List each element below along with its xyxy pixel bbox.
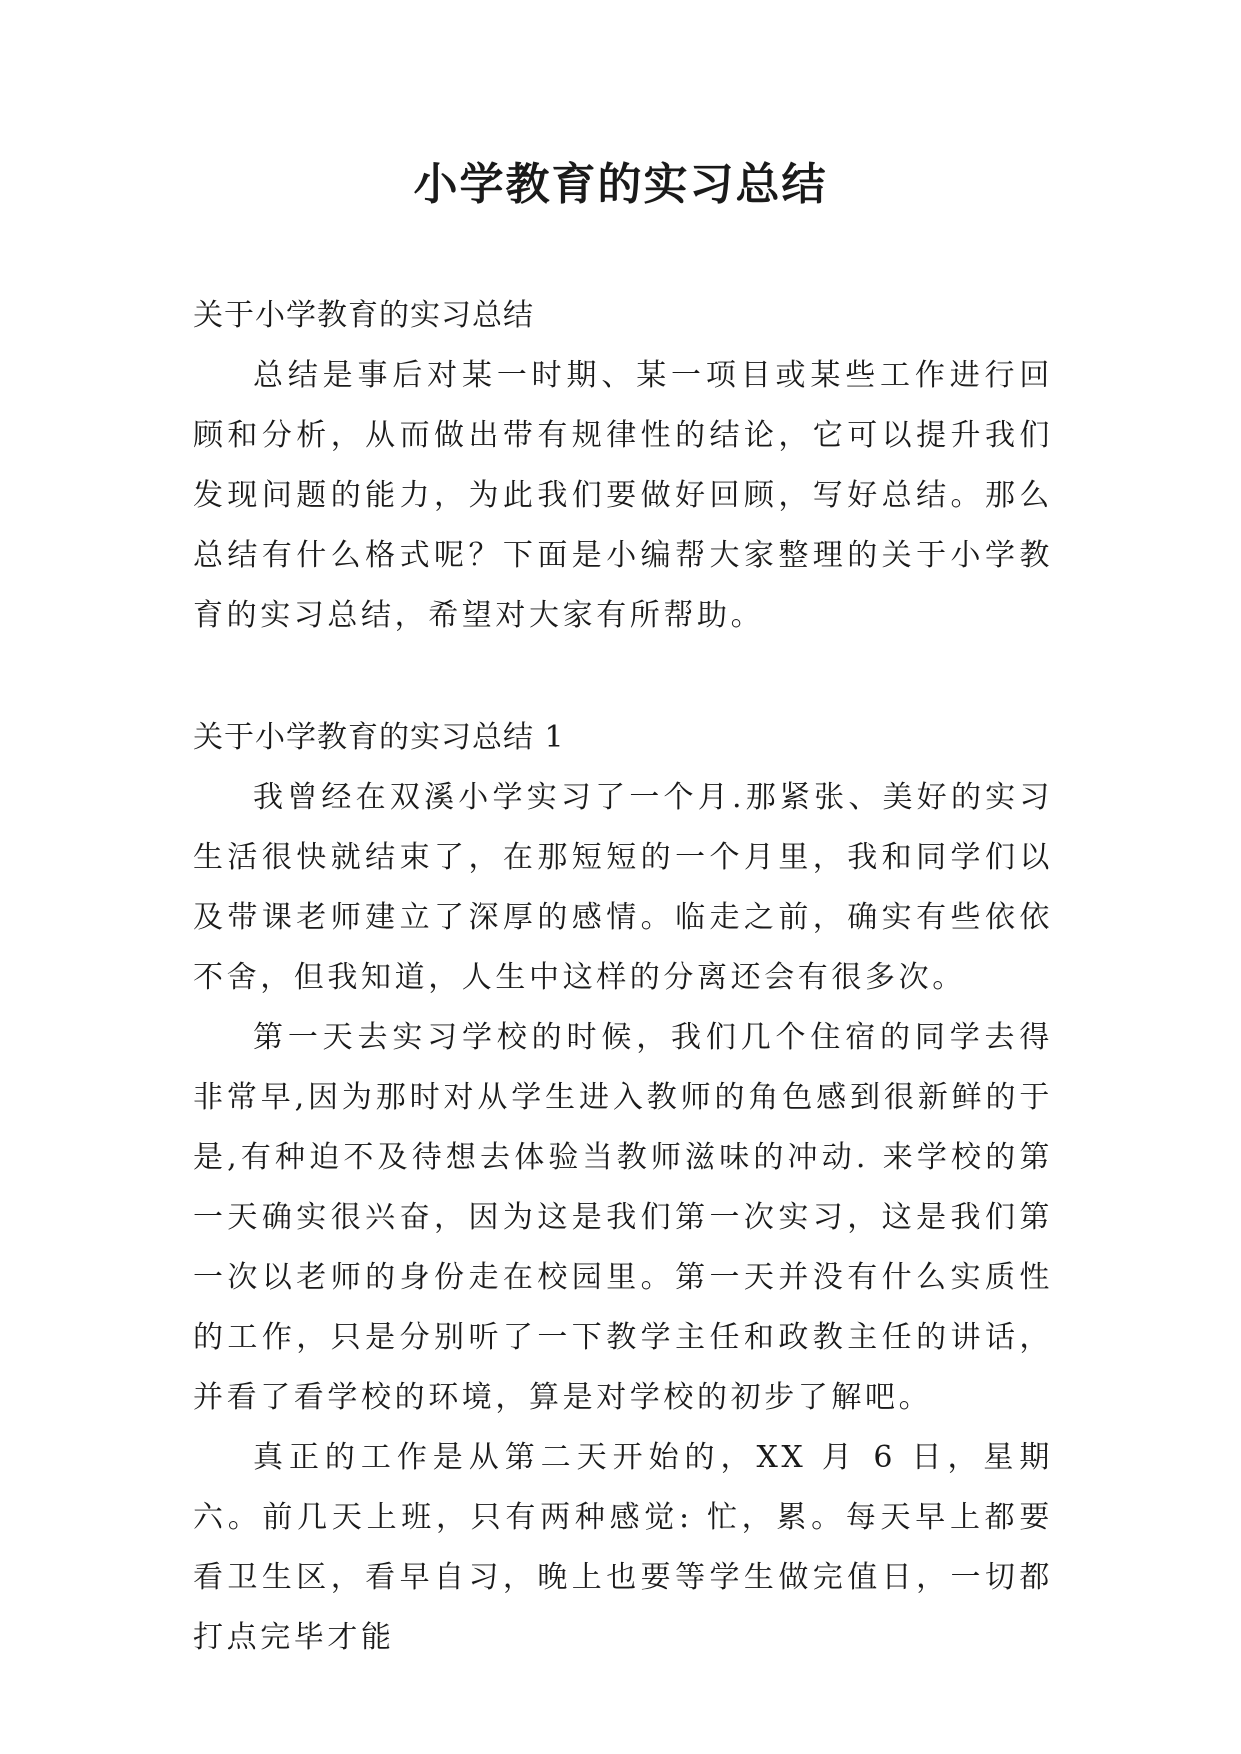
intro-heading: 关于小学教育的实习总结 — [193, 298, 534, 333]
section1-paragraph-2: 第一天去实习学校的时候，我们几个住宿的同学去得非常早,因为那时对从学生进入教师的角色感到很新鲜的于是,有种迫不及待想去体验当教师滋味的冲动. 来学校的第一天确实很兴奋，因为这是我们第一次实习，这是我们第一次以老师的身份走在校园里。第一天并没有什么实质性的工作，只是分别听了一下教学主任和政教主任的讲话，并看了看学校的环境，算是对学校的初步了解吧。 — [193, 1020, 1053, 1415]
intro-paragraph: 总结是事后对某一时期、某一项目或某些工作进行回顾和分析，从而做出带有规律性的结论，它可以提升我们发现问题的能力，为此我们要做好回顾，写好总结。那么总结有什么格式呢？下面是小编帮大家整理的关于小学教育的实习总结，希望对大家有所帮助。 — [193, 358, 1053, 633]
section1-heading: 关于小学教育的实习总结 1 — [193, 720, 565, 755]
document-title: 小学教育的实习总结 — [413, 159, 828, 210]
section1-paragraph-1: 我曾经在双溪小学实习了一个月.那紧张、美好的实习生活很快就结束了，在那短短的一个月里，我和同学们以及带课老师建立了深厚的感情。临走之前，确实有些依依不舍，但我知道，人生中这样的分离还会有很多次。 — [193, 780, 1053, 995]
document-body — [193, 286, 1053, 1668]
section-spacer — [193, 646, 1053, 708]
section1-paragraph-3: 真正的工作是从第二天开始的，XX 月 6 日，星期六。前几天上班，只有两种感觉: 忙，累。每天早上都要看卫生区，看早自习，晚上也要等学生做完值日，一切都打点完毕才能 — [193, 1440, 1053, 1655]
